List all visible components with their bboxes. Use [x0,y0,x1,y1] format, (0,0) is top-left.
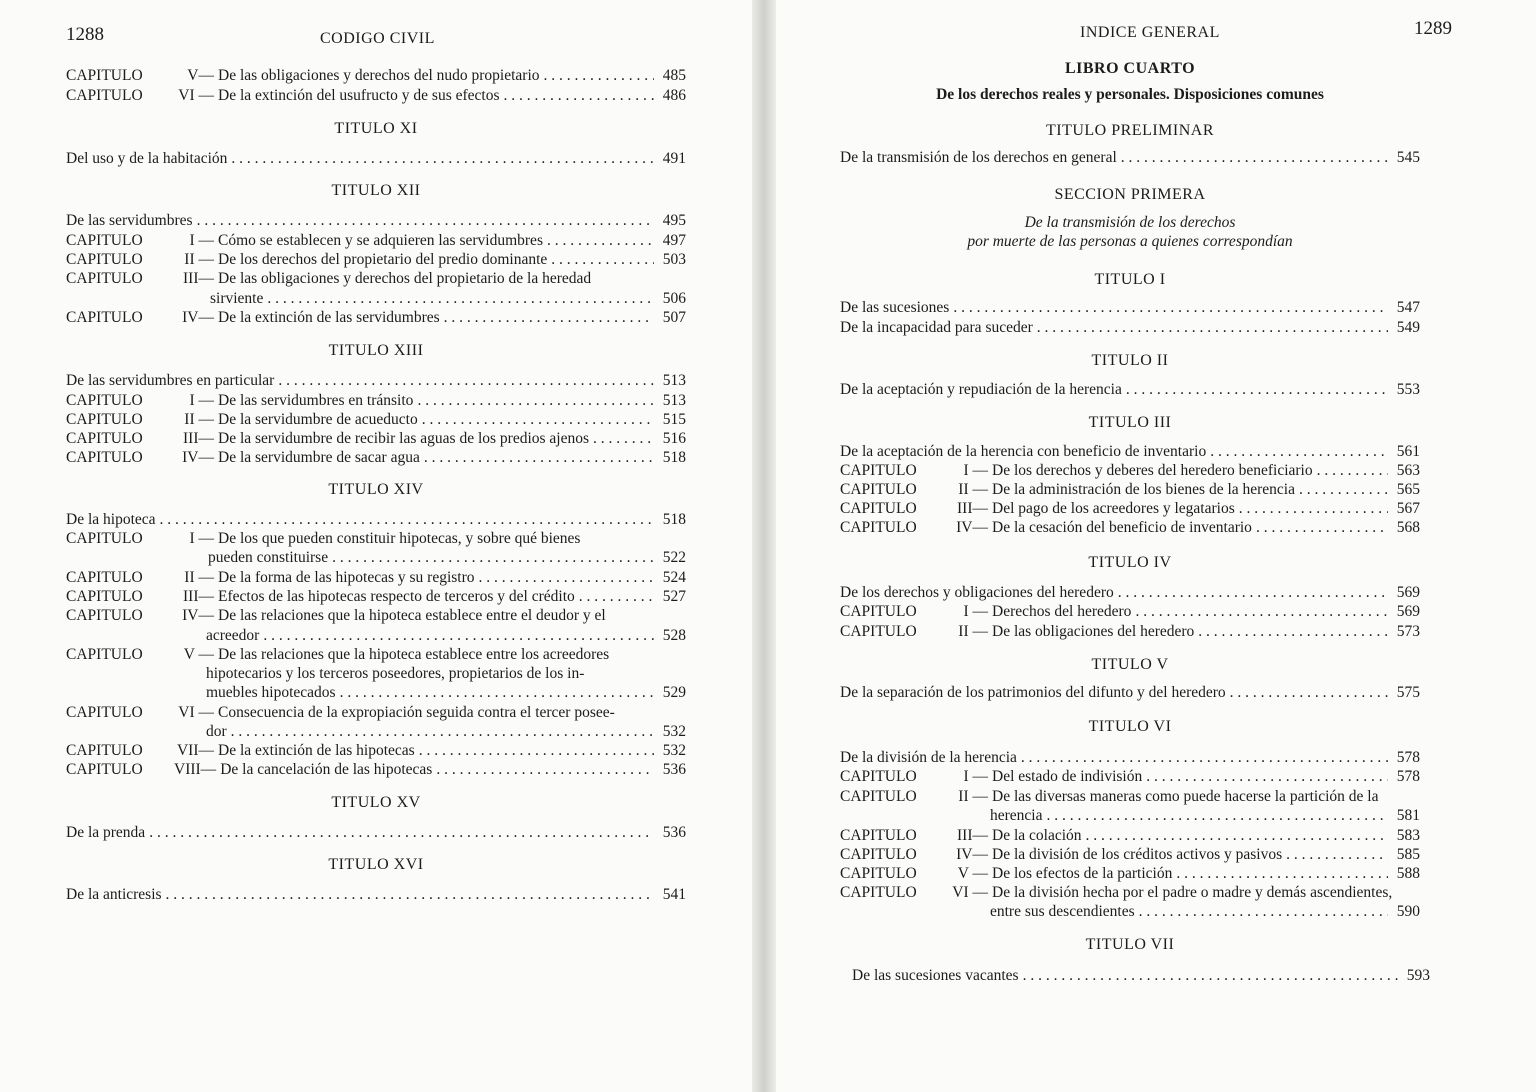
toc-entry: CAPITULO II — De la forma de las hipotecas y su registro . . . 524 [66,568,686,587]
page-number: 1289 [1414,18,1452,39]
section-heading: TITULO XI [334,120,418,137]
toc-entry: CAPITULO III— Del pago de los acreedores y legatarios . . . 567 [840,499,1420,518]
toc-entry: De la anticresis . . . 541 [66,885,686,904]
toc-entry: CAPITULO II — De la administración de los bienes de la herencia . . . 565 [840,480,1420,499]
section-heading: TITULO III [1088,414,1172,431]
toc-entry-continuation: dor . . . 532 [206,722,686,741]
toc-entry: CAPITULO IV— De la servidumbre de sacar agua . . . 518 [66,448,686,467]
toc-entry-continuation: hipotecarios y los terceros poseedores, propietarios de los in- [206,665,585,682]
section-heading: TITULO XV [331,794,421,811]
toc-entry: CAPITULO III— De las obligaciones y derechos del propietario de la heredad [66,270,592,287]
section-heading: SECCION PRIMERA [1054,186,1206,203]
section-heading: TITULO VI [1088,718,1172,735]
section-heading: TITULO XVI [328,856,424,873]
toc-entry-continuation: entre sus descendientes . . . 590 [990,902,1420,921]
toc-entry: De la prenda . . . 536 [66,823,686,842]
section-heading: TITULO VII [1085,936,1175,953]
toc-entry: CAPITULO VI — De la extinción del usufructo y de sus efectos . . . 486 [66,86,686,105]
page-number: 1288 [66,24,104,45]
toc-entry-continuation: sirviente . . . 506 [210,289,686,308]
toc-entry: CAPITULO VII— De la extinción de las hipotecas . . . 532 [66,741,686,760]
toc-entry: CAPITULO III— De la servidumbre de recibir las aguas de los predios ajenos . . . 516 [66,429,686,448]
toc-entry: CAPITULO I — Derechos del heredero . . . 569 [840,602,1420,621]
section-heading: TITULO XII [331,182,421,199]
toc-entry: CAPITULO VIII— De la cancelación de las hipotecas . . . 536 [66,760,686,779]
toc-entry: CAPITULO I — De los que pueden constituir hipotecas, y sobre qué bienes [66,530,581,547]
toc-entry: Del uso y de la habitación . . . 491 [66,149,686,168]
section-heading: TITULO I [1094,271,1166,288]
section-heading: TITULO XIV [328,481,424,498]
toc-entry: CAPITULO II — De las obligaciones del heredero . . . 573 [840,622,1420,641]
toc-entry: CAPITULO I — Cómo se establecen y se adquieren las servidumbres . . . 497 [66,231,686,250]
toc-entry-continuation: pueden constituirse . . . 522 [208,548,686,567]
book-subheading: De los derechos reales y personales. Disposiciones comunes [936,86,1324,103]
toc-entry: De la incapacidad para suceder . . . 549 [840,318,1420,337]
toc-entry: CAPITULO VI — De la división hecha por el padre o madre y demás ascendientes, [840,884,1393,901]
toc-entry: CAPITULO I — De las servidumbres en tránsito . . . 513 [66,391,686,410]
toc-entry: CAPITULO III— Efectos de las hipotecas respecto de terceros y del crédito . . . 527 [66,587,686,606]
toc-entry: De los derechos y obligaciones del heredero . . . 569 [840,583,1420,602]
section-heading: TITULO II [1091,352,1169,369]
toc-entry: De la separación de los patrimonios del difunto y del heredero . . . 575 [840,683,1420,702]
toc-entry: De las sucesiones . . . 547 [840,298,1420,317]
toc-entry-continuation: muebles hipotecados . . . 529 [206,683,686,702]
toc-entry: CAPITULO II — De los derechos del propietario del predio dominante . . . 503 [66,250,686,269]
toc-entry: CAPITULO V — De los efectos de la partición . . . 588 [840,864,1420,883]
toc-entry: CAPITULO IV— De la extinción de las servidumbres . . . 507 [66,308,686,327]
section-heading: TITULO XIII [328,342,424,359]
toc-entry: De las servidumbres en particular . . . 513 [66,371,686,390]
toc-entry: CAPITULO VI — Consecuencia de la expropiación seguida contra el tercer posee- [66,704,615,721]
toc-entry: CAPITULO V — De las relaciones que la hipoteca establece entre los acreedores [66,646,610,663]
toc-entry: CAPITULO IV— De la cesación del beneficio de inventario . . . 568 [840,518,1420,537]
toc-entry: De la aceptación y repudiación de la herencia . . . 553 [840,380,1420,399]
toc-entry: De las servidumbres . . . 495 [66,211,686,230]
left-page [0,0,752,1092]
toc-entry: CAPITULO II — De la servidumbre de acueducto . . . 515 [66,410,686,429]
toc-entry: CAPITULO I — Del estado de indivisión . . . 578 [840,767,1420,786]
right-page [776,0,1536,1092]
toc-entry: CAPITULO II — De las diversas maneras como puede hacerse la partición de la [840,788,1379,805]
section-heading: TITULO IV [1088,554,1172,571]
section-heading: TITULO V [1091,656,1169,673]
toc-entry: De la hipoteca . . . 518 [66,510,686,529]
toc-entry: CAPITULO V— De las obligaciones y derechos del nudo propietario . . . 485 [66,66,686,85]
toc-entry-continuation: herencia . . . 581 [990,806,1420,825]
toc-entry: CAPITULO III— De la colación . . . 583 [840,826,1420,845]
toc-entry: De la aceptación de la herencia con beneficio de inventario . . . 561 [840,442,1420,461]
toc-entry-continuation: acreedor . . . 528 [206,626,686,645]
book-gutter [752,0,776,1092]
running-head: CODIGO CIVIL [320,30,435,47]
toc-entry: De la transmisión de los derechos en general . . . 545 [840,148,1420,167]
toc-entry: CAPITULO IV— De las relaciones que la hipoteca establece entre el deudor y el [66,607,606,624]
toc-entry: CAPITULO IV— De la división de los créditos activos y pasivos . . . 585 [840,845,1420,864]
section-subheading: De la transmisión de los derechos [1024,214,1236,231]
book-heading: LIBRO CUARTO [1064,60,1196,77]
section-subheading: por muerte de las personas a quienes correspondían [967,233,1293,250]
toc-entry: De las sucesiones vacantes . . . 593 [852,966,1430,985]
running-head: INDICE GENERAL [1080,24,1220,41]
toc-entry: De la división de la herencia . . . 578 [840,748,1420,767]
section-heading: TITULO PRELIMINAR [1045,122,1215,139]
toc-entry: CAPITULO I — De los derechos y deberes del heredero beneficiario . . . 563 [840,461,1420,480]
